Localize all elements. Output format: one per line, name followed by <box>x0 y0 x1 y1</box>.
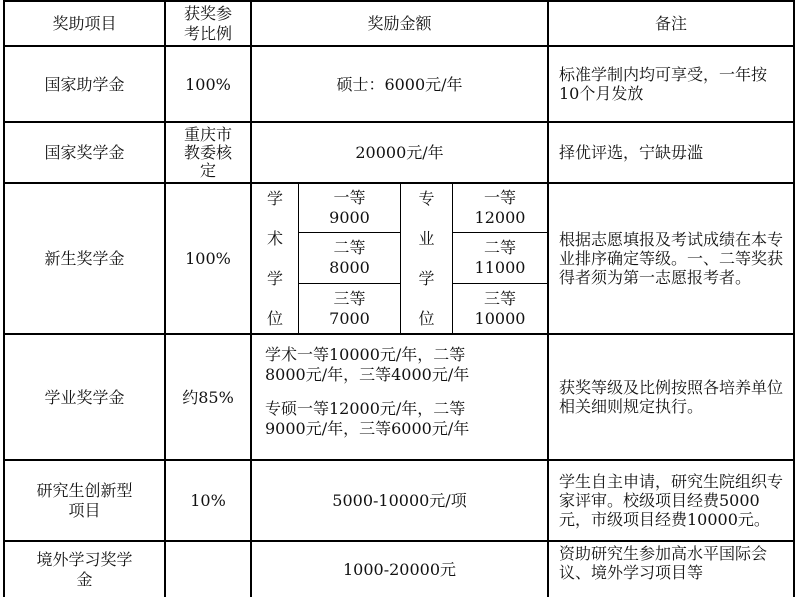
professional-tier-1-level: 一等 <box>483 188 516 207</box>
academic-tier-3-amount: 7000 <box>329 308 370 328</box>
professional-label-char-2: 业 <box>418 228 435 248</box>
innovation-name-l1: 研究生创新型 <box>36 480 133 500</box>
amount-academic-line1: 学术一等10000元/年，二等 <box>265 345 466 364</box>
overseas-ratio <box>166 542 250 597</box>
innovation-ratio: 10% <box>190 491 226 510</box>
overseas-name-l1: 境外学习奖学 <box>36 549 133 569</box>
freshman-ratio: 100% <box>185 249 231 268</box>
academic-tier-1-amount: 9000 <box>329 208 370 227</box>
overseas-amount: 1000-20000元 <box>342 560 457 579</box>
academic-tier-3-level: 三等 <box>333 288 366 308</box>
national-aid-amount: 硕士：6000元/年 <box>336 74 463 94</box>
overseas-name <box>5 542 164 597</box>
academic-tier-2 <box>299 233 400 283</box>
academic-scholarship-name: 学业奖学金 <box>44 387 125 407</box>
national-scholarship-ratio-l2: 教委核 <box>183 142 232 162</box>
professional-label-char-3: 学 <box>418 269 435 289</box>
national-aid-ratio: 100% <box>185 74 231 94</box>
national-scholarship-ratio <box>166 123 250 182</box>
header-ratio-line1: 获奖参 <box>183 3 232 23</box>
header-note: 备注 <box>654 14 687 33</box>
academic-tier-2-amount: 8000 <box>329 258 370 277</box>
innovation-amount: 5000-10000元/项 <box>332 491 467 510</box>
national-aid-note: 标准学制内均可享受，一年按10个月发放 <box>559 65 768 103</box>
academic-degree-label <box>252 184 298 333</box>
national-scholarship-amount: 20000元/年 <box>355 143 444 162</box>
professional-tier-2 <box>453 233 547 283</box>
freshman-note: 根据志愿填报及考试成绩在本专业排序确定等级。一、二等奖获得者须为第一志愿报考者。 <box>559 230 784 287</box>
academic-label-char-1: 学 <box>266 188 283 208</box>
national-scholarship-name: 国家奖学金 <box>44 143 125 162</box>
freshman-name: 新生奖学金 <box>44 249 125 268</box>
header-ratio <box>166 2 250 45</box>
professional-label-char-1: 专 <box>418 188 435 208</box>
academic-scholarship-ratio: 约85% <box>182 387 234 407</box>
academic-scholarship-note: 获奖等级及比例按照各培养单位相关细则规定执行。 <box>559 378 784 416</box>
national-scholarship-ratio-l1: 重庆市 <box>183 124 232 144</box>
innovation-name-l2: 项目 <box>68 500 101 520</box>
amount-prof-line2: 9000元/年，三等6000元/年 <box>265 419 470 438</box>
academic-tier-1 <box>299 184 400 232</box>
professional-tier-3-amount: 10000 <box>474 308 526 328</box>
header-amount: 奖励金额 <box>367 14 432 33</box>
header-project: 奖助项目 <box>52 14 117 33</box>
innovation-note: 学生自主申请，研究生院组织专家评审。校级项目经费5000元，市级项目经费10000元。 <box>559 472 784 529</box>
academic-tier-2-level: 二等 <box>333 238 366 257</box>
professional-tier-1-amount: 12000 <box>474 208 526 227</box>
table-border-right <box>793 0 795 597</box>
academic-label-char-4: 位 <box>266 309 283 329</box>
professional-tier-2-amount: 11000 <box>474 258 526 277</box>
academic-label-char-2: 术 <box>266 228 283 248</box>
professional-tier-3-level: 三等 <box>483 288 516 308</box>
professional-tier-2-level: 二等 <box>483 238 516 257</box>
academic-label-char-3: 学 <box>266 269 283 289</box>
academic-scholarship-amount <box>252 335 547 459</box>
academic-tier-3 <box>299 284 400 333</box>
amount-prof-line1: 专硕一等12000元/年，二等 <box>265 399 466 418</box>
national-aid-name: 国家助学金 <box>44 74 125 94</box>
professional-label-char-4: 位 <box>418 309 435 329</box>
header-ratio-line2: 考比例 <box>183 23 232 43</box>
amount-academic-line2: 8000元/年，三等4000元/年 <box>265 365 470 384</box>
professional-tier-3 <box>453 284 547 333</box>
national-scholarship-note: 择优评选，宁缺毋滥 <box>559 143 704 162</box>
academic-tier-1-level: 一等 <box>333 188 366 207</box>
national-scholarship-ratio-l3: 定 <box>199 160 216 180</box>
overseas-note: 资助研究生参加高水平国际会议、境外学习项目等 <box>559 544 768 582</box>
overseas-name-l2: 金 <box>76 569 93 589</box>
professional-tier-1 <box>453 184 547 232</box>
professional-degree-label <box>401 184 452 333</box>
innovation-name <box>5 461 164 540</box>
